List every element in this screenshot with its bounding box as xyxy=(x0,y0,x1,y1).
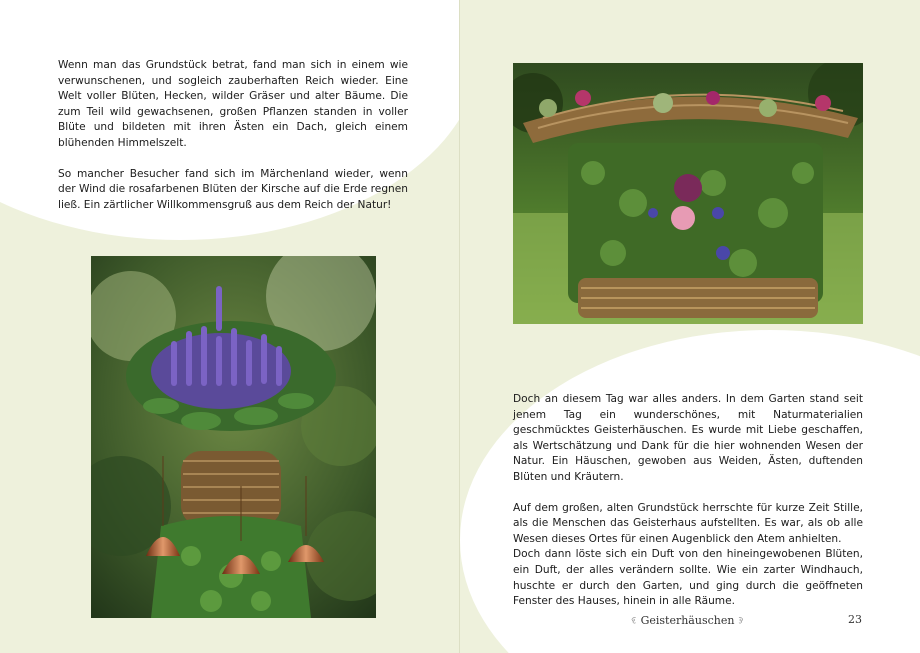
footer-title-text: Geisterhäuschen xyxy=(640,613,735,627)
photo-hanging-basket-illustration xyxy=(91,256,376,618)
right-paragraph-2: Auf dem großen, alten Grundstück herrschte für kurze Zeit Stille, als die Menschen das Geisterhaus aufstellten. Es war, als ob alle Wesen dieses Ortes für einen Augenblick den Atem anhielten. xyxy=(513,501,863,545)
photo-spirit-house xyxy=(513,63,863,324)
right-text-block xyxy=(513,392,863,610)
running-footer-title xyxy=(630,608,745,632)
photo-hanging-basket-with-bells xyxy=(91,256,376,618)
page-number: 23 xyxy=(848,613,862,626)
photo-spirit-house-illustration xyxy=(513,63,863,324)
right-paragraph-1: Doch an diesem Tag war alles anders. In dem Garten stand seit jenem Tag ein wunderschönes, mit Naturmaterialien geschmücktes Geisterhäuschen. Es wurde mit Liebe geschaffen, als Wertschätzung und Dank für die hier wohnenden Wesen der Natur. Ein Häuschen, gewoben aus Weiden, Ästen, duftenden Blüten und Kräutern. xyxy=(513,393,863,483)
right-paragraph-3: Doch dann löste sich ein Duft von den hineingewobenen Blüten, ein Duft, der alles verändern sollte. Wie ein zarter Windhauch, huschte er durch den Garten, und ging durch die geöffneten Fenster des Hauses, hinein in alle Räume. xyxy=(513,548,863,608)
left-paragraph-1: Wenn man das Grundstück betrat, fand man sich in einem wie verwunschenen, und sogleich zauberhaften Reich wieder. Eine Welt voller Blüten, Hecken, wilder Gräser und alter Bäume. Die zum Teil wild gewachsenen, großen Pflanzen standen in voller Blüte und bildeten mit ihren Ästen ein Dach, gleich einem blühenden Himmelszelt. xyxy=(58,59,408,149)
left-ornament-icon xyxy=(630,611,637,629)
right-ornament-icon xyxy=(738,611,745,629)
right-page xyxy=(460,0,920,653)
left-text-block xyxy=(58,58,408,213)
left-paragraph-2: So mancher Besucher fand sich im Märchenland wieder, wenn der Wind die rosafarbenen Blüten der Kirsche auf die Erde regnen ließ. Ein zärtlicher Willkommensgruß aus dem Reich der Natur! xyxy=(58,167,408,211)
